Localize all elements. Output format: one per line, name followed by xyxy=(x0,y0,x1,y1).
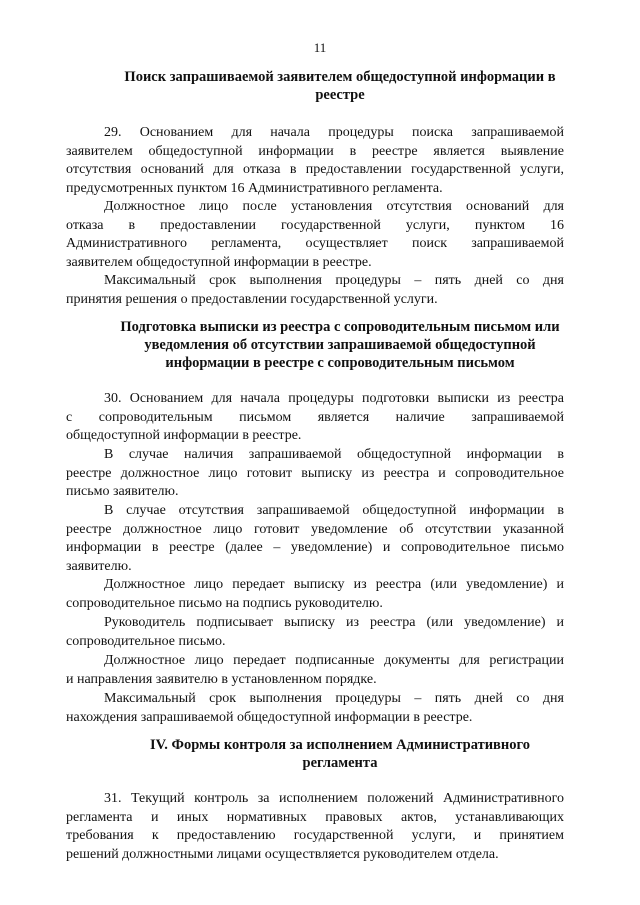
paragraph xyxy=(66,576,564,613)
text-line: Должностное лицо передает подписанные документы для регистрации xyxy=(104,653,564,668)
text-line: письмо заявителю. xyxy=(66,484,179,499)
paragraph xyxy=(66,446,564,502)
text-line: принятия решения о предоставлении государственной услуги. xyxy=(66,291,438,307)
text-line: реестре должностное лицо готовит уведомление об отсутствии указанной xyxy=(66,521,564,537)
text-line: Должностное лицо передает выписку из реестра (или уведомление) и xyxy=(104,577,564,592)
paragraph xyxy=(66,614,564,651)
text-line: сопроводительное письмо на подпись руководителю. xyxy=(66,595,383,611)
text-line: Административного регламента, осуществляет поиск запрашиваемой xyxy=(66,236,564,251)
text-line: общедоступной информации в реестре. xyxy=(66,428,302,443)
text-line: Максимальный срок выполнения процедуры – пять дней со дня xyxy=(104,273,564,288)
paragraph-30 xyxy=(66,390,564,446)
paragraph xyxy=(66,502,564,576)
paragraph-31 xyxy=(66,790,564,864)
paragraph xyxy=(66,652,564,689)
text-line: В случае наличия запрашиваемой общедоступной информации в xyxy=(104,447,564,462)
text-line: В случае отсутствия запрашиваемой общедоступной информации в xyxy=(104,503,564,518)
text-line: реестре должностное лицо готовит выписку из реестра и сопроводительное xyxy=(66,465,564,481)
text-line: заявителем общедоступной информации в реестре. xyxy=(66,254,372,270)
text-line: 31. Текущий контроль за исполнением положений Административного xyxy=(104,791,564,806)
section-heading-search xyxy=(80,68,600,104)
text-line: отсутствия оснований для отказа в предоставлении государственной услуги, xyxy=(66,162,564,177)
text-line: Должностное лицо после установления отсутствия оснований для xyxy=(104,199,564,214)
text-line: нахождения запрашиваемой общедоступной информации в реестре. xyxy=(66,709,473,725)
heading-line: Поиск запрашиваемой заявителем общедоступной информации в xyxy=(124,69,556,85)
text-line: заявителю. xyxy=(66,558,132,574)
text-line: регламента и иных нормативных правовых актов, устанавливающих xyxy=(66,809,564,825)
page-number: 11 xyxy=(313,40,327,55)
text-line: информации в реестре (далее – уведомление) и сопроводительное письмо xyxy=(66,540,564,555)
paragraph xyxy=(66,272,564,309)
heading-line: Подготовка выписки из реестра с сопроводительным письмом или xyxy=(120,319,560,335)
heading-line: информации в реестре с сопроводительным письмом xyxy=(165,355,515,371)
text-line: 30. Основанием для начала процедуры подготовки выписки из реестра xyxy=(104,391,564,406)
text-line: решений должностными лицами осуществляется руководителем отдела. xyxy=(66,846,499,862)
text-line: предусмотренных пунктом 16 Административного регламента. xyxy=(66,180,443,196)
heading-line: регламента xyxy=(302,755,378,771)
text-line: и направления заявителю в установленном порядке. xyxy=(66,671,377,687)
text-line: требования к предоставлению государственной услуги, и принятием xyxy=(66,828,564,843)
text-line: Максимальный срок выполнения процедуры – пять дней со дня xyxy=(104,691,564,706)
heading-line: реестре xyxy=(315,87,365,103)
paragraph xyxy=(66,690,564,727)
text-line: с сопроводительным письмом является наличие запрашиваемой xyxy=(66,409,564,425)
text-line: заявителем общедоступной информации в реестре является выявление xyxy=(66,143,564,159)
text-line: 29. Основанием для начала процедуры поиска запрашиваемой xyxy=(104,125,564,140)
heading-line: IV. Формы контроля за исполнением Административного xyxy=(150,737,530,753)
text-line: отказа в предоставлении государственной услуги, пунктом 16 xyxy=(66,217,564,233)
text-line: сопроводительное письмо. xyxy=(66,633,226,649)
text-line: Руководитель подписывает выписку из реестра (или уведомление) и xyxy=(104,615,564,630)
section-heading-control xyxy=(80,736,600,772)
section-heading-extract xyxy=(80,318,600,372)
paragraph-29 xyxy=(66,124,564,198)
heading-line: уведомления об отсутствии запрашиваемой общедоступной xyxy=(144,337,536,353)
paragraph xyxy=(66,198,564,272)
